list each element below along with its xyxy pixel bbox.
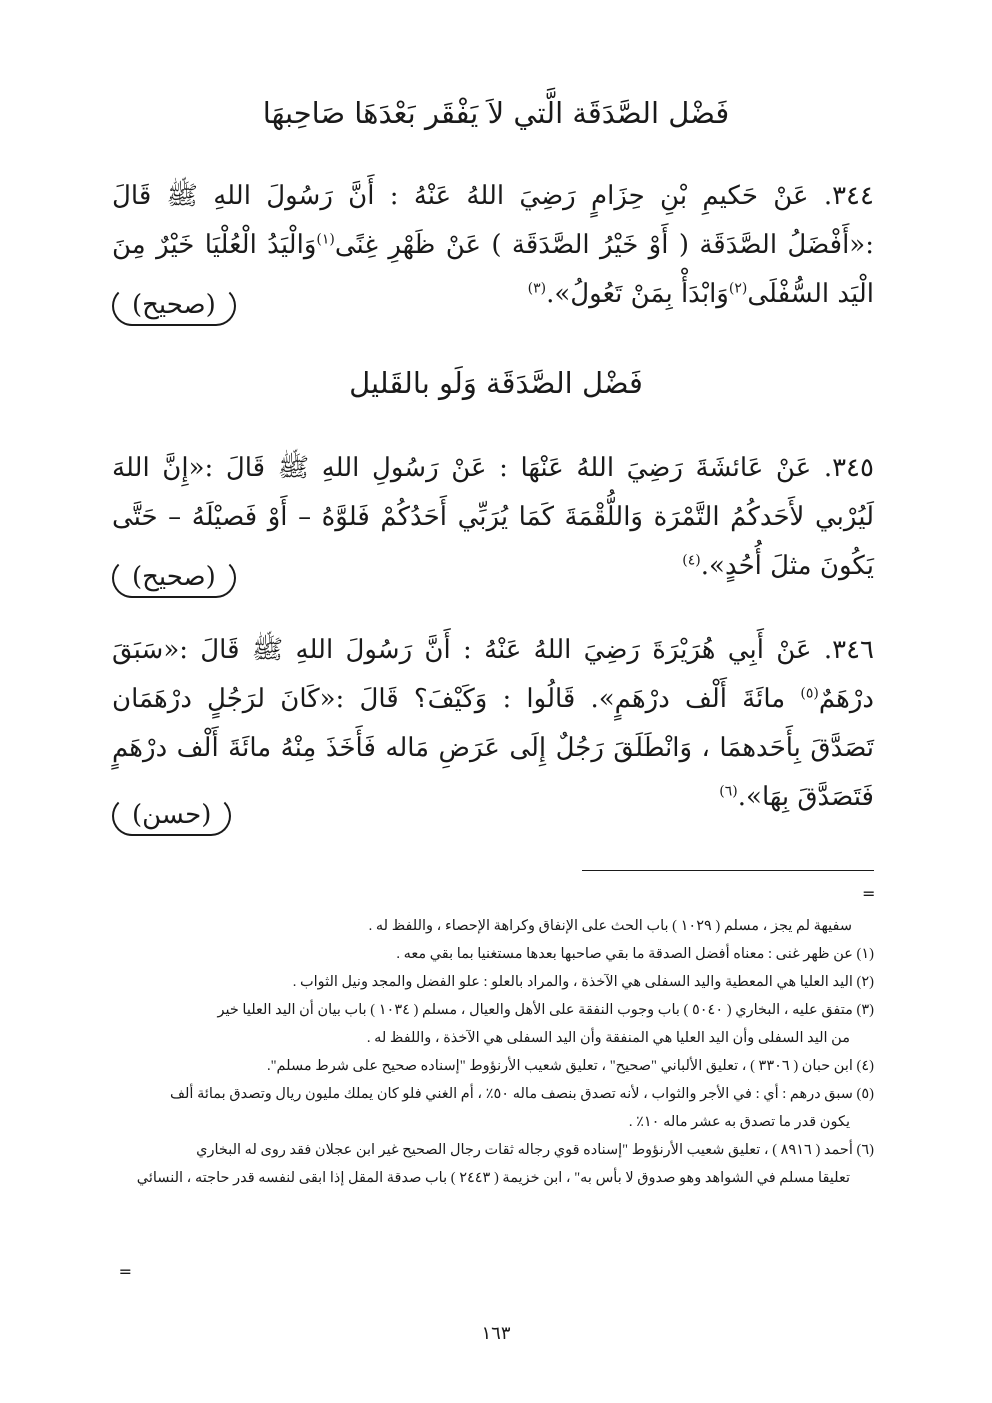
footnote-continuation: سفيهة لم يجز ، مسلم ( ١٠٢٩ ) باب الحث على الإنفاق وكراهة الإحصاء ، واللفظ له .: [368, 918, 852, 934]
hadith-number: ٣٤٦.: [823, 635, 875, 665]
footnote-marker: (٥): [800, 685, 819, 702]
page-number: ١٦٣: [481, 1323, 511, 1344]
footnote-separator: [582, 870, 874, 871]
footnote-item: من اليد السفلى وأن اليد العليا هي المنفقة وأن اليد السفلى هي الآخذة ، واللفظ له .: [366, 1030, 850, 1046]
footnote-item: (٦) أحمد ( ٨٩١٦ ) ، تعليق شعيب الأرنؤوط "إسناده قوي رجاله ثقات رجال الصحيح غير ابن عجلان فقد روى له البخاري: [196, 1142, 874, 1158]
footnote-marker: (٤): [682, 552, 701, 569]
continuation-mark: =: [862, 884, 876, 903]
footnotes: [112, 912, 874, 1192]
grade-badge: (صحيح): [112, 286, 236, 326]
footnote-marker: (٢): [728, 280, 748, 297]
footnote-marker: (٦): [719, 783, 738, 800]
section-title: فَضْل الصَّدَقَة الَّتي لاَ يَفْقَر بَعْدَهَا صَاحِبهَا: [262, 96, 730, 130]
grade-badge: (حسن): [112, 796, 231, 836]
footnote-marker: (١): [316, 231, 335, 248]
hadith-text: مائَةَ أَلْف درْهَمٍ». قَالُوا : وَكَيْفَ؟ قَالَ :«كَانَ لرَجُلٍ درْهَمَان تَصَدَّقَ بِأَحَدهمَا ، وَانْطَلَقَ رَجُلٌ إِلَى عَرَضِ مَاله فَأَخَذَ مِنْهُ مائَةَ أَلْف درْهَمٍ فَتَصَدَّقَ بِهَا».: [112, 684, 874, 812]
footnote-item: (٤) ابن حبان ( ٣٣٠٦ ) ، تعليق الألباني "صحيح" ، تعليق شعيب الأرنؤوط "إسناده صحيح على شرط مسلم".: [266, 1058, 874, 1074]
footnote-item: (١) عن ظهر غنى : معناه أفضل الصدقة ما بقي صاحبها بعدها مستغنيا بما بقي معه .: [396, 946, 874, 962]
hadith-number: ٣٤٤.: [823, 181, 874, 211]
hadith-text: عَنْ أَبِي هُرَيْرَةَ رَضِيَ اللهُ عَنْهُ : أَنَّ رَسُولَ اللهِ ﷺ قَالَ :«سَبَقَ درْهَمٌ: [112, 635, 874, 714]
grade-badge: (صحيح): [112, 558, 236, 598]
hadith-text: عَنْ عَائشَةَ رَضِيَ اللهُ عَنْهَا : عَنْ رَسُولِ اللهِ ﷺ قَالَ :«إِنَّ اللهَ لَيُرْبي لأَحَدكُمُ التَّمْرَة وَاللُّقْمَةَ كَمَا يُرَبِّي أَحَدُكُمْ فَلوَّهُ – أَوْ فَصيْلَهُ – حَتَّى يَكُونَ مثلَ أُحُدٍ».: [112, 453, 874, 581]
footnote-item: يكون قدر ما تصدق به عشر ماله ١٠٪ .: [628, 1114, 850, 1130]
end-mark: =: [118, 1262, 132, 1281]
hadith-346: [112, 626, 874, 822]
footnote-marker: (٣): [527, 280, 547, 297]
footnote-item: (٢) اليد العليا هي المعطية واليد السفلى هي الآخذة ، والمراد بالعلو : علو الفضل والمجد ونيل الثواب .: [292, 974, 874, 990]
hadith-text: عَنْ حَكيمِ بْنِ حِزَامٍ رَضِيَ اللهُ عَنْهُ : أَنَّ رَسُولَ اللهِ ﷺ قَالَ :«أَفْضَلُ الصَّدَقَة ( أَوْ خَيْرُ الصَّدَقَة ) عَنْ ظَهْرِ غِنًى: [112, 181, 874, 260]
footnote-item: (٥) سبق درهم : أي : في الأجر والثواب ، لأنه تصدق بنصف ماله ٥٠٪ ، أم الغني فلو كان يملك مليون ريال وتصدق بمائة ألف: [169, 1086, 874, 1102]
hadith-text: وَابْدَأْ بِمَنْ تَعُولُ».: [546, 279, 729, 309]
footnote-item: تعليقا مسلم في الشواهد وهو صدوق لا بأس به" ، ابن خزيمة ( ٢٤٤٣ ) باب صدقة المقل إذا ابقى لنفسه قدر حاجته ، النسائي: [136, 1170, 850, 1186]
hadith-text: وَالْيَدُ الْعُلْيَا خَيْرٌ مِنَ الْيَد السُّفْلَى: [112, 230, 874, 309]
section-title: فَضْل الصَّدَقَة وَلَو بالقَليل: [349, 366, 643, 400]
hadith-number: ٣٤٥.: [823, 453, 874, 483]
footnote-item: (٣) متفق عليه ، البخاري ( ٥٠٤٠ ) باب وجوب النفقة على الأهل والعيال ، مسلم ( ١٠٣٤ ) باب بيان أن اليد العليا خير: [217, 1002, 874, 1018]
